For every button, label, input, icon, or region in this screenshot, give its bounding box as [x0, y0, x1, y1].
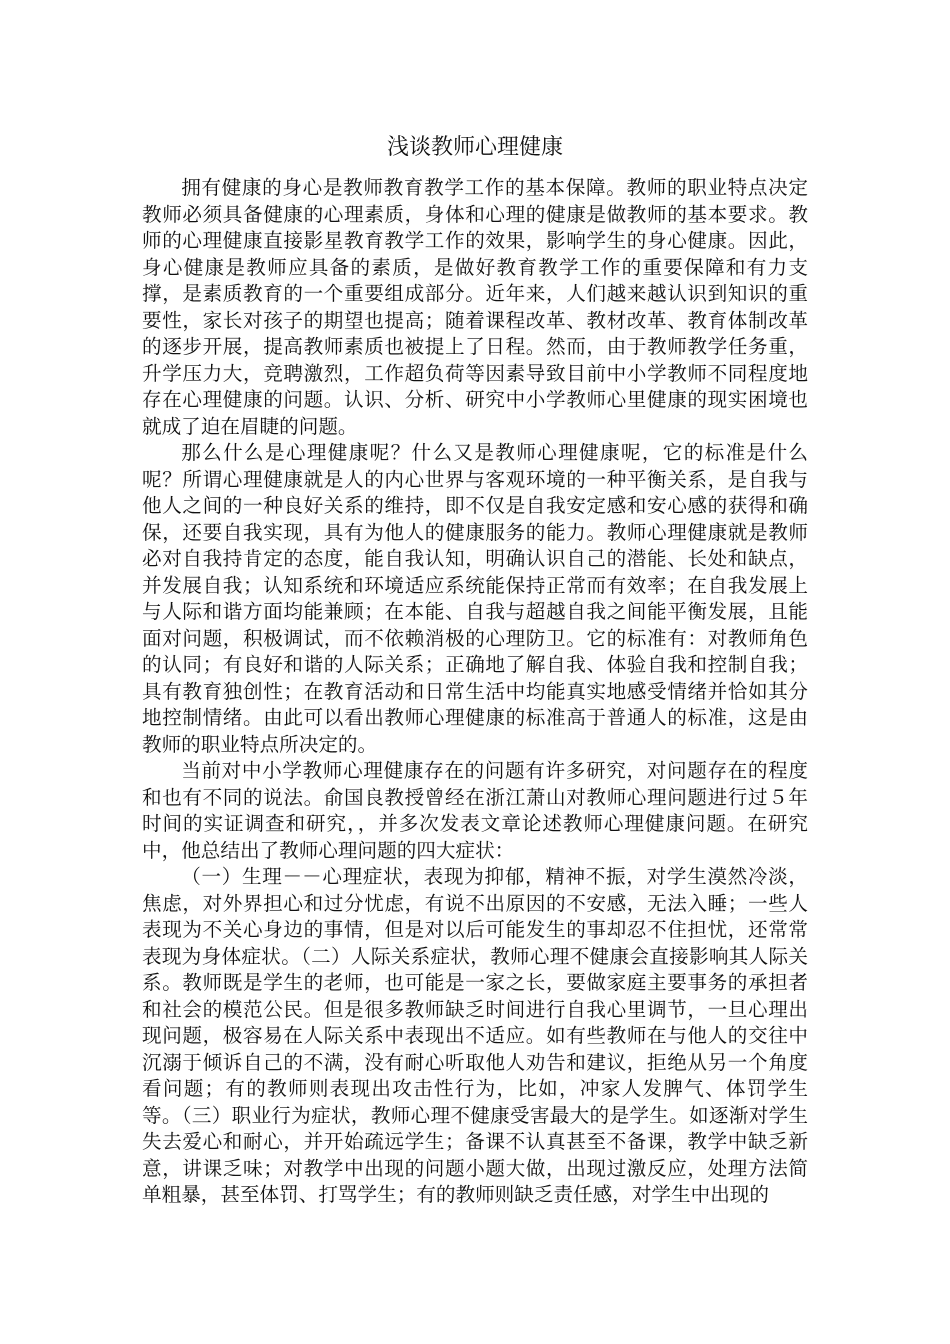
paragraph: 当前对中小学教师心理健康存在的问题有许多研究，对问题存在的程度和也有不同的说法。俞国良教授曾经在浙江萧山对教师心理问题进行过５年时间的实证调查和研究，，并多次发表文章论述教师心理健康问题。在研究中，他总结出了教师心理问题的四大症状： [142, 759, 808, 862]
paragraph: 那么什么是心理健康呢？什么又是教师心理健康呢，它的标准是什么呢？所谓心理健康就是人的内心世界与客观环境的一种平衡关系，是自我与他人之间的一种良好关系的维持，即不仅是自我安定感和安心感的获得和确保，还要自我实现，具有为他人的健康服务的能力。教师心理健康就是教师必对自我持肯定的态度，能自我认知，明确认识自己的潜能、长处和缺点，并发展自我；认知系统和环境适应系统能保持正常而有效率；在自我发展上与人际和谐方面均能兼顾；在本能、自我与超越自我之间能平衡发展，且能面对问题，积极调试，而不依赖消极的心理防卫。它的标准有：对教师角色的认同；有良好和谐的人际关系；正确地了解自我、体验自我和控制自我；具有教育独创性；在教育活动和日常生活中均能真实地感受情绪并恰如其分地控制情绪。由此可以看出教师心理健康的标准高于普通人的标准，这是由教师的职业特点所决定的。 [142, 441, 808, 756]
document-title: 浅谈教师心理健康 [386, 135, 563, 160]
document-body [142, 175, 808, 1209]
paragraph: （一）生理－－心理症状，表现为抑郁，精神不振，对学生漠然冷淡，焦虑，对外界担心和过分忧虑，有说不出原因的不安感，无法入睡；一些人表现为不关心身边的事情，但是对以后可能发生的事却忍不住担忧，还常常表现为身体症状。（二）人际关系症状，教师心理不健康会直接影响其人际关系。教师既是学生的老师，也可能是一家之长，要做家庭主要事务的承担者和社会的模范公民。但是很多教师缺乏时间进行自我心里调节，一旦心理出现问题，极容易在人际关系中表现出不适应。如有些教师在与他人的交往中沉溺于倾诉自己的不满，没有耐心听取他人劝告和建议，拒绝从另一个角度看问题；有的教师则表现出攻击性行为，比如，冲家人发脾气、体罚学生等。（三）职业行为症状，教师心理不健康受害最大的是学生。如逐渐对学生失去爱心和耐心，并开始疏远学生；备课不认真甚至不备课，教学中缺乏新意，讲课乏味；对教学中出现的问题小题大做，出现过激反应，处理方法简单粗暴，甚至体罚、打骂学生；有的教师则缺乏责任感，对学生中出现的 [142, 865, 808, 1206]
paragraph: 拥有健康的身心是教师教育教学工作的基本保障。教师的职业特点决定教师必须具备健康的心理素质，身体和心理的健康是做教师的基本要求。教师的心理健康直接影星教育教学工作的效果，影响学生的身心健康。因此，身心健康是教师应具备的素质，是做好教育教学工作的重要保障和有力支撑，是素质教育的一个重要组成部分。近年来，人们越来越认识到知识的重要性，家长对孩子的期望也提高；随着课程改革、教材改革、教育体制改革的逐步开展，提高教师素质也被提上了日程。然而，由于教师教学任务重，升学压力大，竞聘激烈，工作超负荷等因素导致目前中小学教师不同程度地存在心理健康的问题。认识、分析、研究中小学教师心里健康的现实困境也就成了迫在眉睫的问题。 [142, 176, 808, 438]
